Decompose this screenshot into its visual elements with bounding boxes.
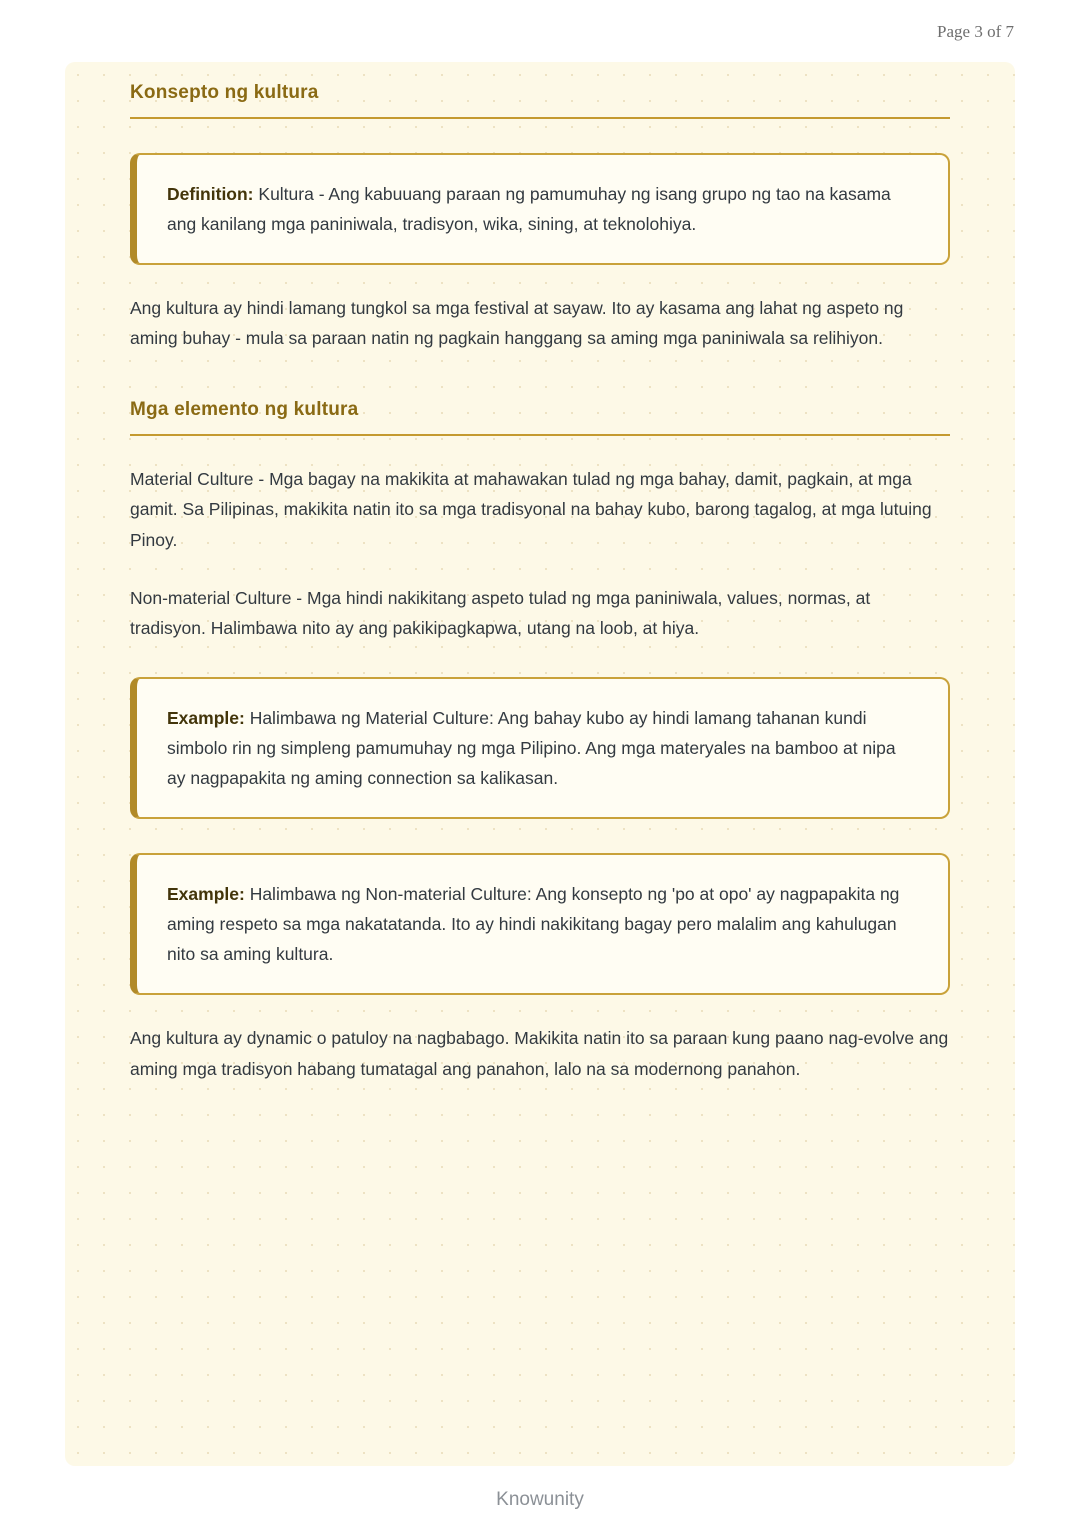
section-heading-konsepto: Konsepto ng kultura (130, 82, 319, 103)
definition-box (130, 153, 950, 265)
definition-text: Kultura - Ang kabuuang paraan ng pamumuhay ng isang grupo ng tao na kasama ang kanilang mga paniniwala, tradisyon, wika, sining, at teknolohiya. (167, 184, 891, 235)
paragraph-dynamic-culture: Ang kultura ay dynamic o patuloy na nagbabago. Makikita natin ito sa paraan kung paano nag-evolve ang aming mga tradisyon habang tumatagal ang panahon, lalo na sa modernong panahon. (130, 1028, 949, 1079)
example-nonmaterial-content (167, 879, 918, 969)
example-box-nonmaterial (130, 853, 950, 995)
example-material-label: Example: (167, 707, 245, 728)
document-sheet (65, 62, 1015, 1466)
definition-label: Definition: (167, 184, 254, 204)
heading-rule (130, 117, 950, 119)
section-elemento (130, 399, 950, 436)
footer-brand: Knowunity (496, 1489, 584, 1510)
example-nonmaterial-text: Halimbawa ng Non-material Culture: Ang konsepto ng 'po at opo' ay nagpapakita ng aming respeto sa mga nakatatanda. Ito ay hindi nakikitang bagay pero malalim ang kahulugan nito sa aming kultura. (167, 884, 900, 965)
heading-rule (130, 434, 950, 436)
page-indicator: Page 3 of 7 (937, 22, 1014, 41)
section-heading-elemento: Mga elemento ng kultura (130, 399, 359, 421)
paragraph-culture-intro: Ang kultura ay hindi lamang tungkol sa mga festival at sayaw. Ito ay kasama ang lahat ng aspeto ng aming buhay - mula sa paraan natin ng pagkain hanggang sa aming mga paniniwala sa relihiyon. (130, 298, 904, 349)
example-box-material (130, 677, 950, 819)
example-nonmaterial-label: Example: (167, 884, 245, 905)
example-material-text: Halimbawa ng Material Culture: Ang bahay kubo ay hindi lamang tahanan kundi simbolo rin ng simpleng pamumuhay ng mga Pilipino. Ang mga materyales na bamboo at nipa ay nagpapakita ng aming connection sa kalikasan. (167, 707, 896, 789)
paragraph-nonmaterial-culture: Non-material Culture - Mga hindi nakikitang aspeto tulad ng mga paniniwala, values, normas, at tradisyon. Halimbawa nito ay ang pakikipagkapwa, utang na loob, at hiya. (130, 587, 871, 638)
paragraph-material-culture: Material Culture - Mga bagay na makikita at mahawakan tulad ng mga bahay, damit, pagkain, at mga gamit. Sa Pilipinas, makikita natin ito sa mga tradisyonal na bahay kubo, barong tagalog, at mga lutuing Pinoy. (130, 469, 932, 550)
section-konsepto (130, 82, 950, 119)
example-material-content (167, 703, 918, 793)
definition-content (167, 179, 918, 239)
